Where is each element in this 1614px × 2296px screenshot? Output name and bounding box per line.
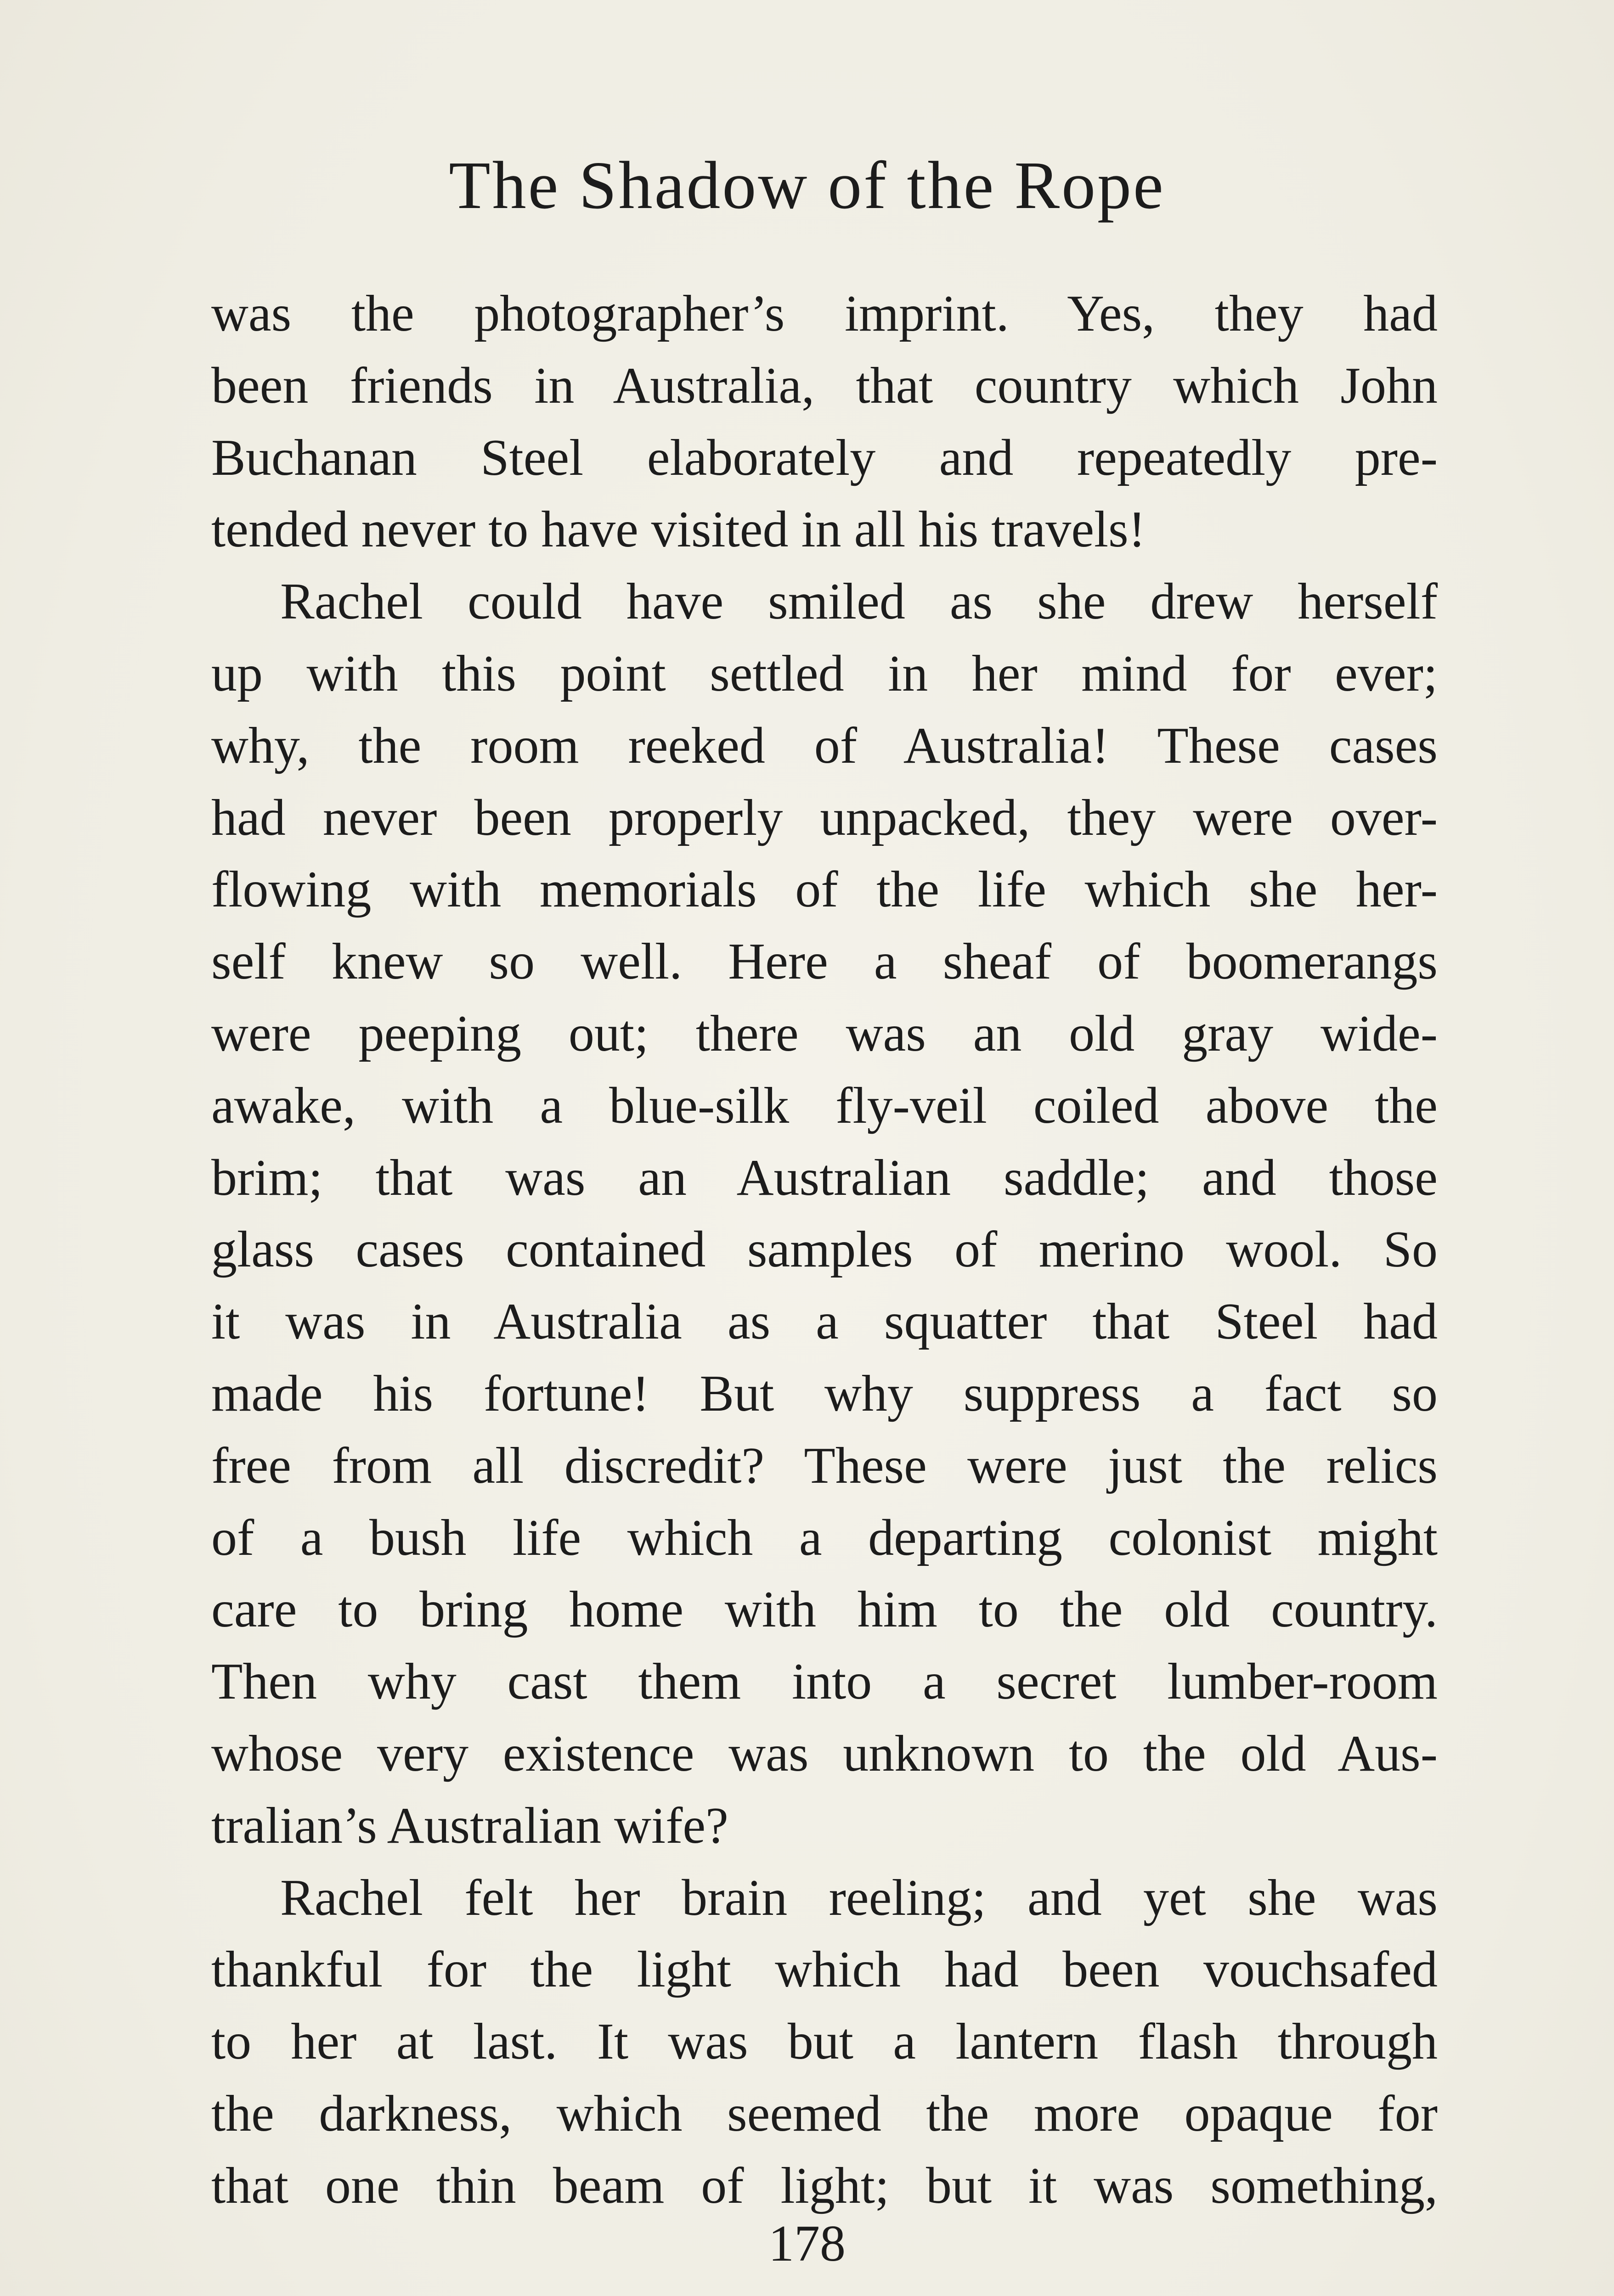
paragraph-2: [211, 566, 1438, 1862]
text-line: brim; that was an Australian saddle; and those: [211, 1149, 1438, 1206]
text-line: had never been properly unpacked, they were over-: [211, 789, 1438, 846]
text-line: self knew so well. Here a sheaf of boomerangs: [211, 933, 1438, 990]
text-line: was the photographer’s imprint. Yes, they had: [211, 285, 1438, 342]
text-line: up with this point settled in her mind for ever;: [211, 645, 1438, 702]
text-line: that one thin beam of light; but it was something,: [211, 2157, 1438, 2214]
text-line: thankful for the light which had been vouchsafed: [211, 1941, 1438, 1998]
text-line: it was in Australia as a squatter that Steel had: [211, 1293, 1438, 1351]
text-line: flowing with memorials of the life which she her-: [211, 861, 1438, 918]
running-head: The Shadow of the Rope: [449, 148, 1165, 223]
paragraph-3: [211, 1862, 1438, 2222]
text-line: Rachel could have smiled as she drew herself: [280, 573, 1438, 630]
body-text: [211, 278, 1438, 2222]
text-line: of a bush life which a departing colonist might: [211, 1509, 1438, 1566]
text-line: were peeping out; there was an old gray wide-: [211, 1005, 1438, 1062]
text-line: free from all discredit? These were just the relics: [211, 1437, 1438, 1494]
text-line: to her at last. It was but a lantern flash through: [211, 2013, 1438, 2071]
text-line: whose very existence was unknown to the old Aus-: [211, 1725, 1438, 1782]
paragraph-1: [211, 278, 1438, 566]
text-line: glass cases contained samples of merino wool. So: [211, 1221, 1438, 1278]
text-line: Buchanan Steel elaborately and repeatedly pre-: [211, 429, 1438, 486]
text-line: tended never to have visited in all his travels!: [211, 501, 1146, 558]
text-line: tralian’s Australian wife?: [211, 1797, 728, 1854]
text-line: care to bring home with him to the old country.: [211, 1581, 1438, 1638]
text-line: why, the room reeked of Australia! These cases: [211, 717, 1438, 774]
text-line: awake, with a blue-silk fly-veil coiled above the: [211, 1077, 1438, 1134]
page-number: 178: [768, 2215, 846, 2272]
text-line: Rachel felt her brain reeling; and yet she was: [280, 1869, 1438, 1926]
text-line: made his fortune! But why suppress a fact so: [211, 1365, 1438, 1422]
text-line: Then why cast them into a secret lumber-room: [211, 1653, 1438, 1711]
text-line: the darkness, which seemed the more opaque for: [211, 2085, 1438, 2142]
text-line: been friends in Australia, that country which John: [211, 357, 1438, 414]
